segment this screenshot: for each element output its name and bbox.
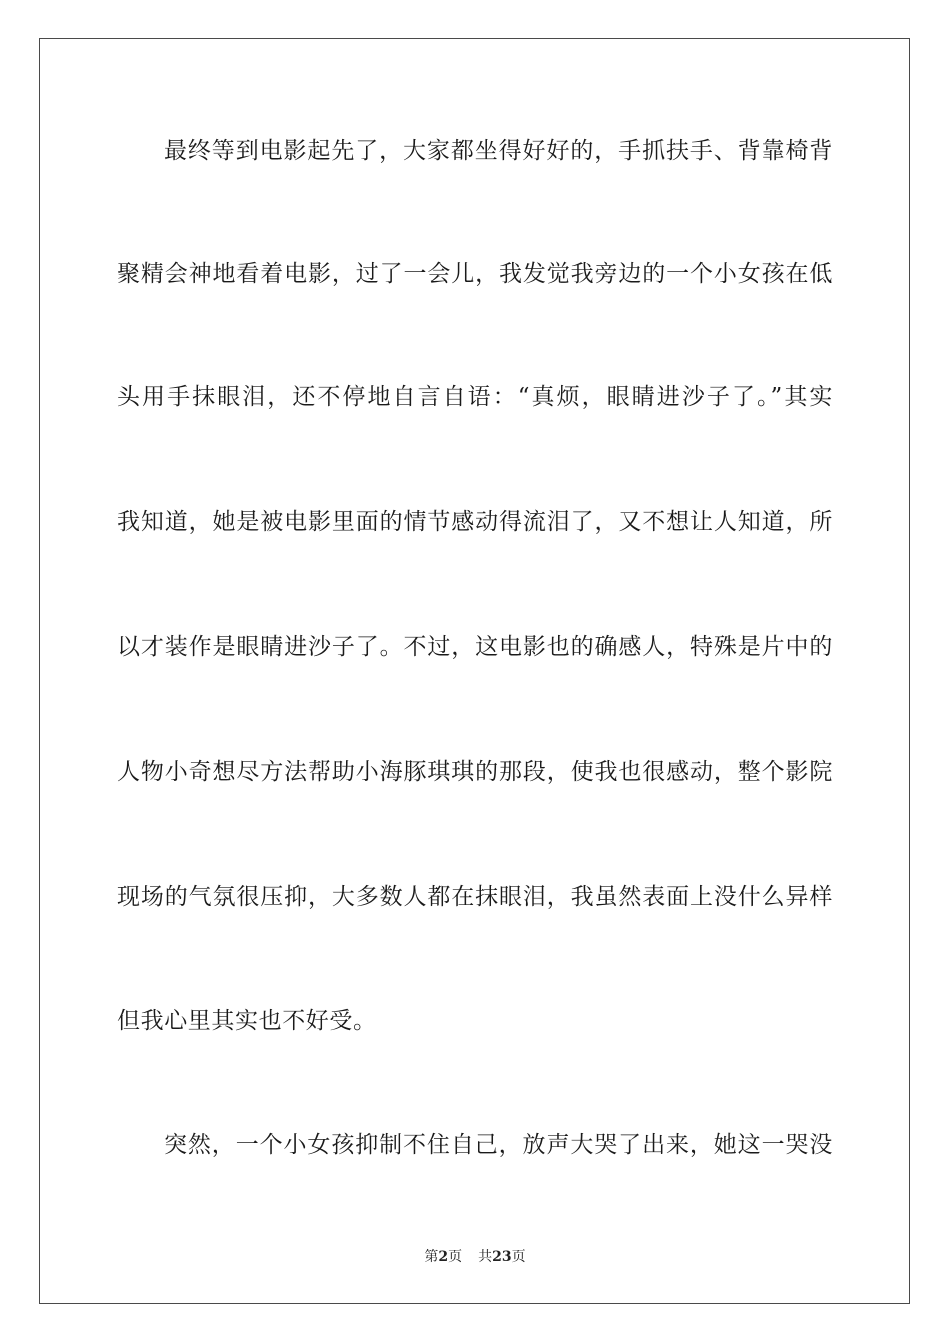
footer-page-suffix: 页 [448, 1249, 463, 1265]
text-line: 头用手抹眼泪，还不停地自言自语：“真烦，眼睛进沙子了。”其实 [117, 384, 833, 410]
footer-total-prefix: 共 [478, 1249, 493, 1265]
text-line: 最终等到电影起先了，大家都坐得好好的，手抓扶手、背靠椅背 [164, 138, 833, 164]
footer-total-suffix: 页 [511, 1249, 526, 1265]
text-line: 以才装作是眼睛进沙子了。不过，这电影也的确感人，特殊是片中的 [117, 634, 833, 660]
page-border [39, 38, 910, 1304]
footer-page-number: 2 [438, 1249, 449, 1265]
text-line: 人物小奇想尽方法帮助小海豚琪琪的那段，使我也很感动，整个影院 [117, 759, 833, 785]
text-line: 我知道，她是被电影里面的情节感动得流泪了，又不想让人知道，所 [117, 509, 833, 535]
footer-total-pages: 23 [492, 1249, 512, 1265]
page-footer [0, 1248, 950, 1266]
text-line: 突然，一个小女孩抑制不住自己，放声大哭了出来，她这一哭没 [164, 1132, 833, 1158]
text-line: 聚精会神地看着电影，过了一会儿，我发觉我旁边的一个小女孩在低 [117, 261, 833, 287]
text-line: 现场的气氛很压抑，大多数人都在抹眼泪，我虽然表面上没什么异样 [117, 884, 833, 910]
text-line: 但我心里其实也不好受。 [117, 1008, 377, 1034]
footer-page-prefix: 第 [424, 1249, 439, 1265]
